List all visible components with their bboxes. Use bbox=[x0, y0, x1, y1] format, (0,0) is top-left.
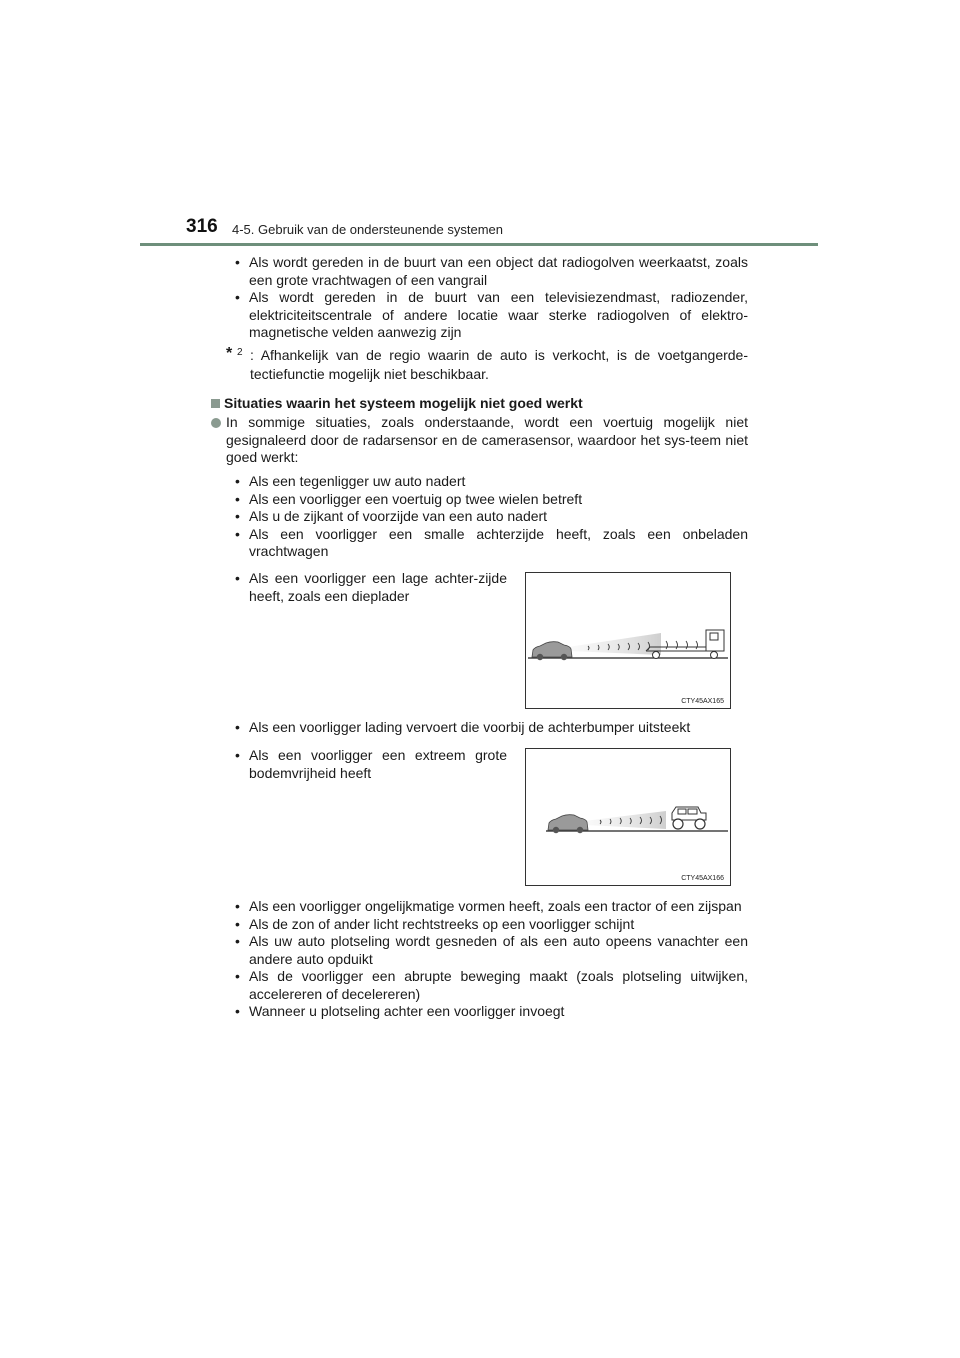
bullet-dot: • bbox=[235, 508, 240, 524]
header-rule bbox=[140, 243, 818, 246]
list-item-text: Als wordt gereden in de buurt van een object dat radiogolven weerkaatst, zoals een grote vrachtwagen of een vangrail bbox=[249, 254, 748, 288]
list-item bbox=[232, 508, 748, 526]
section-title: Situaties waarin het systeem mogelijk niet goed werkt bbox=[224, 395, 583, 411]
bullet-dot: • bbox=[235, 525, 240, 542]
bullet-list-bottom bbox=[232, 898, 748, 1021]
bullet-dot: • bbox=[235, 915, 240, 932]
list-item bbox=[232, 491, 748, 509]
list-item-text: Als een voorligger een lage achter-zijde heeft, zoals een dieplader bbox=[249, 570, 507, 604]
figure-high-clearance bbox=[525, 748, 731, 886]
bullet-list-mid bbox=[232, 473, 748, 561]
bullet-dot: • bbox=[235, 289, 240, 305]
list-item bbox=[232, 747, 507, 782]
bullet-dot: • bbox=[235, 933, 240, 949]
figure-code: CTY45AX165 bbox=[681, 698, 724, 705]
list-item bbox=[232, 289, 748, 342]
footnote-number: 2 bbox=[237, 347, 243, 358]
circle-bullet-icon bbox=[211, 418, 221, 428]
footnote-text: : Afhankelijk van de regio waarin de auto is verkocht, is de voetgangerde-tectiefunctie mogelijk niet beschikbaar. bbox=[250, 347, 748, 382]
bullet-dot: • bbox=[235, 570, 240, 586]
list-item-text: Als u de zijkant of voorzijde van een auto nadert bbox=[249, 508, 548, 524]
section-intro bbox=[211, 414, 748, 467]
bullet-dot: • bbox=[235, 473, 240, 489]
square-bullet-icon bbox=[211, 399, 220, 408]
list-item-text: Als de voorligger een abrupte beweging maakt (zoals plotseling uitwijken, accelereren of decelereren) bbox=[249, 968, 748, 1002]
footnote bbox=[226, 346, 748, 384]
bullet-list-fig2 bbox=[232, 747, 507, 782]
bullet-dot: • bbox=[235, 490, 240, 507]
list-item bbox=[232, 254, 748, 289]
section-intro-text: In sommige situaties, zoals onderstaande, wordt een voertuig mogelijk niet gesignaleerd door de radarsensor en de camerasensor, waardoor het sys-teem niet goed werkt: bbox=[226, 414, 748, 465]
list-item bbox=[232, 570, 507, 605]
list-item bbox=[232, 1003, 748, 1021]
list-item bbox=[232, 933, 748, 968]
list-item-text: Als wordt gereden in de buurt van een televisiezendmast, radiozender, elektriciteitscentrale of andere locatie waar sterke radiogolven of elektro-magnetische velden aanwezig zijn bbox=[249, 289, 748, 340]
list-item bbox=[232, 916, 748, 934]
list-item-text: Als de zon of ander licht rechtstreeks op een voorligger schijnt bbox=[249, 915, 635, 932]
list-item-text: Wanneer u plotseling achter een voorligger invoegt bbox=[249, 1003, 565, 1019]
list-item-text: Als een voorligger een voertuig op twee wielen betreft bbox=[249, 490, 583, 507]
figure-code: CTY45AX166 bbox=[681, 875, 724, 882]
bullet-list-after-fig1 bbox=[232, 719, 748, 737]
list-item-text: Als een voorligger een smalle achterzijde heeft, zoals een onbeladen vrachtwagen bbox=[249, 525, 748, 559]
bullet-dot: • bbox=[235, 1003, 240, 1019]
list-item-text: Als een voorligger lading vervoert die voorbij de achterbumper uitsteekt bbox=[249, 719, 691, 735]
running-header: 4-5. Gebruik van de ondersteunende systemen bbox=[232, 222, 504, 237]
list-item-text: Als een voorligger een extreem grote bodemvrijheid heeft bbox=[249, 747, 507, 781]
list-item bbox=[232, 719, 748, 737]
bullet-dot: • bbox=[235, 254, 240, 270]
figure-low-rear-trailer bbox=[525, 572, 731, 709]
page-number: 316 bbox=[186, 216, 218, 237]
radar-low-trailer-illustration bbox=[526, 573, 730, 708]
bullet-dot: • bbox=[235, 747, 240, 763]
list-item bbox=[232, 968, 748, 1003]
list-item bbox=[232, 473, 748, 491]
bullet-dot: • bbox=[235, 968, 240, 984]
list-item bbox=[232, 526, 748, 561]
list-item-text: Als een tegenligger uw auto nadert bbox=[249, 473, 466, 489]
bullet-list-top bbox=[232, 254, 748, 342]
list-item-text: Als een voorligger ongelijkmatige vormen heeft, zoals een tractor of een zijspan bbox=[249, 898, 742, 914]
list-item bbox=[232, 898, 748, 916]
bullet-list-fig1 bbox=[232, 570, 507, 605]
list-item-text: Als uw auto plotseling wordt gesneden of als een auto opeens vanachter een andere auto opduikt bbox=[249, 933, 748, 967]
footnote-asterisk: * bbox=[226, 345, 233, 362]
bullet-dot: • bbox=[235, 719, 240, 735]
radar-high-clearance-illustration bbox=[526, 749, 730, 885]
bullet-dot: • bbox=[235, 898, 240, 914]
section-heading bbox=[211, 395, 583, 411]
